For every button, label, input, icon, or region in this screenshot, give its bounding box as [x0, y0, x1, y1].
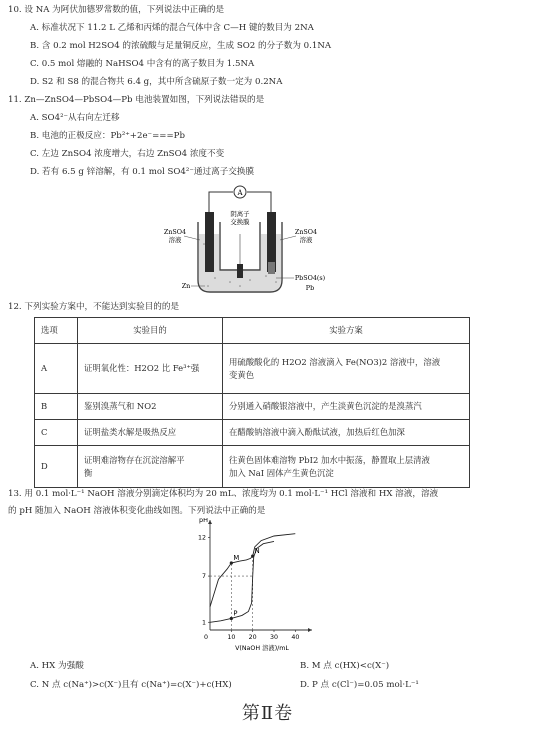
zn-label: Zn — [181, 282, 191, 290]
q13-stem-line-2: 的 pH 随加入 NaOH 溶液体积变化曲线如图。下列说法中正确的是 — [8, 506, 266, 516]
row-a-plan-line-1: 用硫酸酸化的 H2O2 溶液滴入 Fe(NO3)2 溶液中，溶液 — [229, 357, 441, 368]
x-axis-arrow — [308, 628, 312, 632]
pbso4-label: PbSO4(s) — [294, 274, 326, 282]
row-d-plan-line-1: 往黄色固体难溶物 PbI2 加水中振荡，静置取上层清液 — [229, 455, 430, 466]
row-d-option: D — [35, 446, 78, 488]
battery-diagram — [160, 182, 360, 300]
q10-option-b: B. 含 0.2 mol H2SO4 的浓硫酸与足量铜反应，生成 SO2 的分子数为 0.1NA — [30, 41, 332, 51]
x-axis-label: V(NaOH 溶液)/mL — [235, 645, 289, 652]
point-label-P: P — [233, 609, 238, 618]
row-a-plan — [223, 344, 470, 394]
q11-option-b: B. 电池的正极反应：Pb²⁺+2e⁻===Pb — [30, 131, 185, 141]
row-d-plan — [223, 446, 470, 488]
q10-option-c: C. 0.5 mol 熔融的 NaHSO4 中含有的离子数目为 1.5NA — [30, 59, 255, 69]
q11-option-a: A. SO4²⁻从右向左迁移 — [30, 113, 120, 123]
header-purpose: 实验目的 — [78, 318, 223, 344]
ion-exchange-membrane — [237, 264, 243, 278]
table-row — [35, 446, 470, 488]
point-label-N: N — [254, 547, 260, 556]
row-a-purpose: 证明氧化性：H2O2 比 Fe³⁺强 — [78, 344, 223, 394]
row-d-purpose — [78, 446, 223, 488]
left-solution-label-1: ZnSO4 — [163, 228, 187, 236]
row-d-plan-line-2: 加入 NaI 固体产生黄色沉淀 — [229, 467, 334, 478]
row-b-plan: 分别通入硝酸银溶液中，产生淡黄色沉淀的是溴蒸汽 — [223, 394, 470, 420]
titration-curve-2 — [210, 541, 274, 622]
y-tick-label: 1 — [201, 619, 206, 627]
row-b-option: B — [35, 394, 78, 420]
header-plan: 实验方案 — [223, 318, 470, 344]
row-c-plan: 在醋酸钠溶液中滴入酚酞试液，加热后红色加深 — [223, 420, 470, 446]
x-tick-label: 30 — [269, 634, 279, 641]
zn-electrode — [205, 212, 214, 272]
point-label-M: M — [233, 553, 240, 562]
q12-stem: 12. 下列实验方案中，不能达到实验目的的是 — [8, 302, 180, 312]
row-c-option: C — [35, 420, 78, 446]
right-solution-label-2: 溶液 — [299, 236, 313, 244]
membrane-label-2: 交换膜 — [230, 218, 250, 226]
y-tick-label: 7 — [201, 573, 206, 581]
y-axis-label: pH — [198, 518, 208, 524]
row-a-option: A — [35, 344, 78, 394]
q10-stem: 10. 设 NA 为阿伏加德罗常数的值，下列说法中正确的是 — [8, 5, 225, 15]
x-tick-label: 20 — [248, 634, 257, 641]
row-c-purpose: 证明盐类水解是吸热反应 — [78, 420, 223, 446]
experiment-table — [34, 317, 470, 488]
q13-stem-line-1: 13. 用 0.1 mol·L⁻¹ NaOH 溶液分别滴定体积均为 20 mL、浓度均为 0.1 mol·L⁻¹ HCl 溶液和 HX 溶液，溶液 — [8, 489, 439, 499]
row-a-plan-line-2: 变黄色 — [229, 369, 255, 380]
q11-stem: 11. Zn—ZnSO4—PbSO4—Pb 电池装置如图，下列说法错误的是 — [8, 95, 265, 105]
ammeter-label: A — [237, 189, 243, 197]
q13-option-b: B. M 点 c(HX)<c(X⁻) — [300, 661, 390, 671]
q13-option-d: D. P 点 c(Cl⁻)=0.05 mol·L⁻¹ — [300, 680, 419, 690]
y-axis-arrow — [208, 520, 212, 524]
x-tick-label: 0 — [203, 634, 209, 641]
table-row — [35, 420, 470, 446]
right-solution-label-1: ZnSO4 — [294, 228, 318, 236]
row-b-purpose: 鉴别溴蒸气和 NO2 — [78, 394, 223, 420]
q10-option-d: D. S2 和 S8 的混合物共 6.4 g，其中所含硫原子数一定为 0.2NA — [30, 77, 283, 87]
table-row — [35, 394, 470, 420]
ph-titration-chart — [180, 518, 330, 658]
table-header-row — [35, 318, 470, 344]
q13-option-c: C. N 点 c(Na⁺)>c(X⁻)且有 c(Na⁺)=c(X⁻)+c(HX) — [30, 680, 232, 690]
q11-option-c: C. 左边 ZnSO4 浓度增大，右边 ZnSO4 浓度不变 — [30, 149, 225, 159]
x-tick-label: 40 — [291, 634, 300, 641]
section-title: 第Ⅱ卷 — [241, 703, 294, 724]
q11-option-d: D. 若有 6.5 g 锌溶解，有 0.1 mol SO4²⁻通过离子交换膜 — [30, 167, 255, 177]
q10-option-a: A. 标准状况下 11.2 L 乙烯和丙烯的混合气体中含 C—H 键的数目为 2NA — [30, 23, 314, 33]
pb-label: Pb — [305, 284, 315, 292]
row-d-purpose-line-2: 衡 — [84, 467, 93, 478]
table-row — [35, 344, 470, 394]
left-solution-label-2: 溶液 — [168, 236, 182, 244]
x-tick-label: 10 — [227, 634, 236, 641]
y-tick-label: 12 — [197, 534, 206, 542]
q13-option-a: A. HX 为强酸 — [30, 661, 84, 671]
membrane-label-1: 阴离子 — [230, 210, 250, 218]
row-d-purpose-line-1: 证明难溶物存在沉淀溶解平 — [84, 455, 185, 466]
header-option: 选项 — [35, 318, 78, 344]
